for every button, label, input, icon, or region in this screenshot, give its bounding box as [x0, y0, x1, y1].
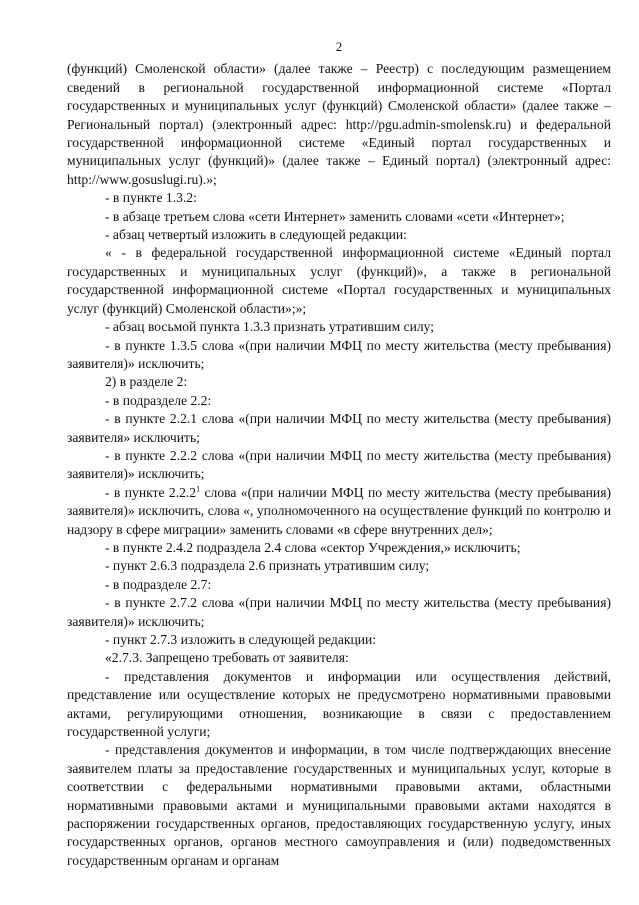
paragraph: - в пункте 2.4.2 подраздела 2.4 слова «сектор Учреждения,» исключить; — [105, 539, 521, 555]
paragraph: 2) в разделе 2: — [105, 374, 188, 390]
paragraph: «2.7.3. Запрещено требовать от заявителя: — [105, 650, 349, 666]
paragraph: - в пункте 2.2.1 слова «(при наличии МФЦ по месту жительства (месту пребывания) заявителя» исключить; — [67, 411, 611, 445]
paragraph: - абзац четвертый изложить в следующей редакции: — [105, 227, 407, 243]
paragraph: - пункт 2.6.3 подраздела 2.6 признать утратившим силу; — [105, 558, 430, 574]
paragraph: - представления документов и информации, в том числе подтверждающих внесение заявителем платы за предоставление государственных и муниципальных услуг, которые в соответствии с федеральными нормативными правовыми актами, областными нормативными правовыми актами и муниципальными правовыми актами находятся в распоряжении государственных органов, предоставляющих государственную услугу, иных государственных органов, органов местного самоуправления и (или) подведомственных государственным органам и органам — [67, 742, 611, 868]
paragraph: - представления документов и информации или осуществления действий, представление или осуществление которых не предусмотрено нормативными правовыми актами, регулирующими отношения, возникающие в связи с предоставлением государственной услуги; — [67, 668, 611, 740]
paragraph — [67, 484, 611, 539]
paragraph-start: - в пункте 2.2.2 — [105, 484, 197, 500]
paragraph-rest: слова «(при наличии МФЦ по месту жительства (месту пребывания) заявителя)» исключить, слова «, уполномоченного на осуществление функций по контролю и надзору в сфере миграции» заменить словами «в сфере внутренних дел»; — [67, 484, 611, 537]
paragraph: - в подразделе 2.2: — [105, 392, 212, 408]
paragraph: « - в федеральной государственной информационной системе «Единый портал государственных и муниципальных услуг (функций)», а также в региональной государственной информационной системе «Портал государственных и муниципальных услуг (функций) Смоленской области»;»; — [67, 245, 611, 316]
paragraph: - абзац восьмой пункта 1.3.3 признать утратившим силу; — [105, 319, 435, 335]
page-number: 2 — [335, 39, 343, 54]
paragraph: - в подразделе 2.7: — [105, 576, 212, 592]
paragraph: - в пункте 2.2.2 слова «(при наличии МФЦ по месту жительства (месту пребывания) заявителя)» исключить; — [67, 447, 611, 482]
paragraph: - в абзаце третьем слова «сети Интернет» заменить словами «сети «Интернет»; — [105, 208, 565, 224]
paragraph: (функций) Смоленской области» (далее также – Реестр) с последующим размещением сведений в региональной государственной информационной системе «Портал государственных и муниципальных услуг (функций) Смоленской области» (далее также – Региональный портал) (электронный адрес: http://pgu.admin-smolensk.ru) и федеральной государственной информационной системе «Единый портал государственных и муниципальных услуг (функций)» (далее также – Единый портал) (электронный адрес: http://www.gosuslugi.ru).»; — [67, 61, 611, 187]
paragraph: - в пункте 1.3.5 слова «(при наличии МФЦ по месту жительства (месту пребывания) заявителя)» исключить; — [67, 337, 611, 371]
paragraph: - пункт 2.7.3 изложить в следующей редакции: — [105, 632, 377, 647]
paragraph: - в пункте 1.3.2: — [105, 190, 197, 206]
paragraph: - в пункте 2.7.2 слова «(при наличии МФЦ по месту жительства (месту пребывания) заявителя)» исключить; — [67, 595, 611, 629]
superscript: 1 — [196, 484, 201, 494]
